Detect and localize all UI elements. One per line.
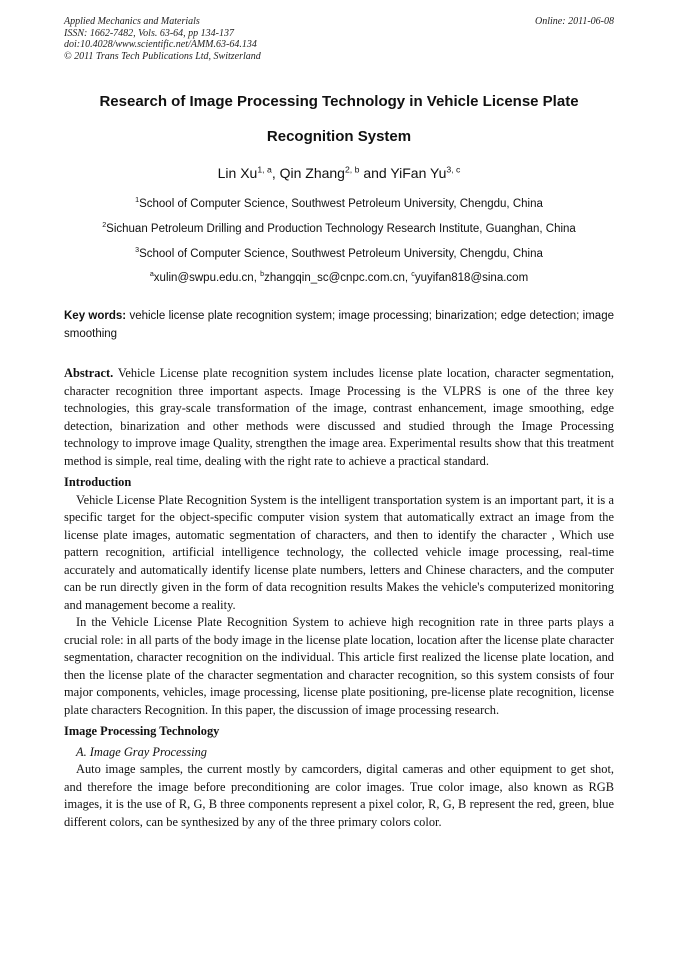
paragraph: Auto image samples, the current mostly by camcorders, digital cameras and other equipment to get shot, and therefore the image before preconditioning are color images. True color image, also known as RGB images, it is the use of R, G, B three components represent a pixel color, R, G, B represent the red, green, blue different colors, can be synthesized by any of the three primary colors color.: [64, 762, 614, 829]
copyright-line: © 2011 Trans Tech Publications Ltd, Switzerland: [64, 50, 261, 62]
author-name: Lin Xu: [217, 165, 258, 181]
paragraph: In the Vehicle License Plate Recognition System to achieve high recognition rate in three parts plays a crucial role: in all parts of the body image in the license plate location, location after the license plate character segmentation, character recognition on the individual. This article first realized the license plate location, and then the license plate of the character segmentation and character recognition, so this system consists of four major components, vehicles, image processing, license plate positioning, pre-license plate recognition, license plate characters Recognition. In this paper, the discussion of image processing research.: [64, 615, 614, 717]
journal-name: Applied Mechanics and Materials: [64, 16, 200, 27]
email-address: xulin@swpu.edu.cn: [153, 272, 254, 284]
journal-header: [64, 16, 614, 62]
image-processing-body: [64, 761, 614, 831]
affiliation-text: School of Computer Science, Southwest Petroleum University, Chengdu, China: [139, 248, 543, 260]
author-sup: 2, b: [344, 164, 360, 175]
affiliation-text: Sichuan Petroleum Drilling and Production Technology Research Institute, Guanghan, China: [106, 223, 576, 235]
paper-title: [64, 84, 614, 154]
affiliation-sup: 3: [135, 246, 140, 255]
keywords-text: vehicle license plate recognition system; image processing; binarization; edge detection; image smoothing: [64, 310, 614, 340]
keywords-block: [64, 307, 614, 343]
author-name: Qin Zhang: [279, 165, 345, 181]
affiliation-text: School of Computer Science, Southwest Petroleum University, Chengdu, China: [139, 198, 543, 210]
email-address: zhangqin_sc@cnpc.com.cn: [264, 272, 405, 284]
keywords-label: Key words:: [64, 310, 127, 322]
email-sup: a: [149, 270, 154, 279]
affiliation-sup: 2: [102, 221, 107, 230]
author-name: YiFan Yu: [390, 165, 447, 181]
author-sup: 1, a: [257, 164, 272, 175]
author-separator: ,: [271, 165, 280, 181]
author-sup: 3, c: [446, 164, 461, 175]
subsection-heading-gray-processing: A. Image Gray Processing: [76, 744, 207, 759]
author-emails: [64, 271, 614, 285]
section-heading-introduction: Introduction: [64, 475, 132, 489]
affiliation-sup: 1: [135, 196, 140, 205]
paragraph: Vehicle License Plate Recognition System is the intelligent transportation system is an important part, it is a specific target for the object-specific computer vision system that automatically extract an image from the license plate images, automatic segmentation of characters, and then to identify the character , Which use pattern recognition, artificial intelligence technology, the collected vehicle image processing, real-time accurately and automatically identify license plate numbers, letters and Chinese characters, and the computer can be run directly given in the form of data recognition results Makes the vehicle's computerized monitoring and management become a reality.: [64, 492, 614, 612]
abstract-label: Abstract.: [64, 366, 114, 380]
affiliation-1: [64, 197, 614, 211]
section-heading-image-processing: Image Processing Technology: [64, 724, 220, 738]
issn-line: ISSN: 1662-7482, Vols. 63-64, pp 134-137: [64, 27, 234, 39]
abstract-block: [64, 365, 614, 470]
email-sup: c: [411, 270, 415, 279]
email-separator: ,: [253, 272, 261, 284]
email-address: yuyifan818@sina.com: [414, 272, 529, 284]
introduction-body: [64, 492, 614, 720]
email-separator: ,: [404, 272, 412, 284]
title-line-2: Recognition System: [266, 128, 412, 145]
author-separator: and: [359, 165, 391, 181]
doi-line: doi:10.4028/www.scientific.net/AMM.63-64.134: [64, 39, 257, 50]
online-date: Online: 2011-06-08: [535, 16, 614, 27]
email-sup: b: [260, 270, 265, 279]
abstract-text: Vehicle License plate recognition system includes license plate location, character segmentation, character recognition three important aspects. Image Processing is the VLPRS is one of the three key technologies, this gray-scale transformation of the image, contrast enhancement, image smoothing, edge detection, binarization and other methods were discussed and studied through the Image Processing technology to improve image Quality, strengthen the image area. Experimental results show that this treatment method is simple, real time, dealing with the right rate to achieve a practical standard.: [64, 366, 615, 468]
title-line-1: Research of Image Processing Technology in Vehicle License Plate: [99, 93, 579, 110]
author-list: [64, 163, 614, 183]
affiliation-2: [64, 222, 614, 236]
affiliation-3: [64, 247, 614, 261]
